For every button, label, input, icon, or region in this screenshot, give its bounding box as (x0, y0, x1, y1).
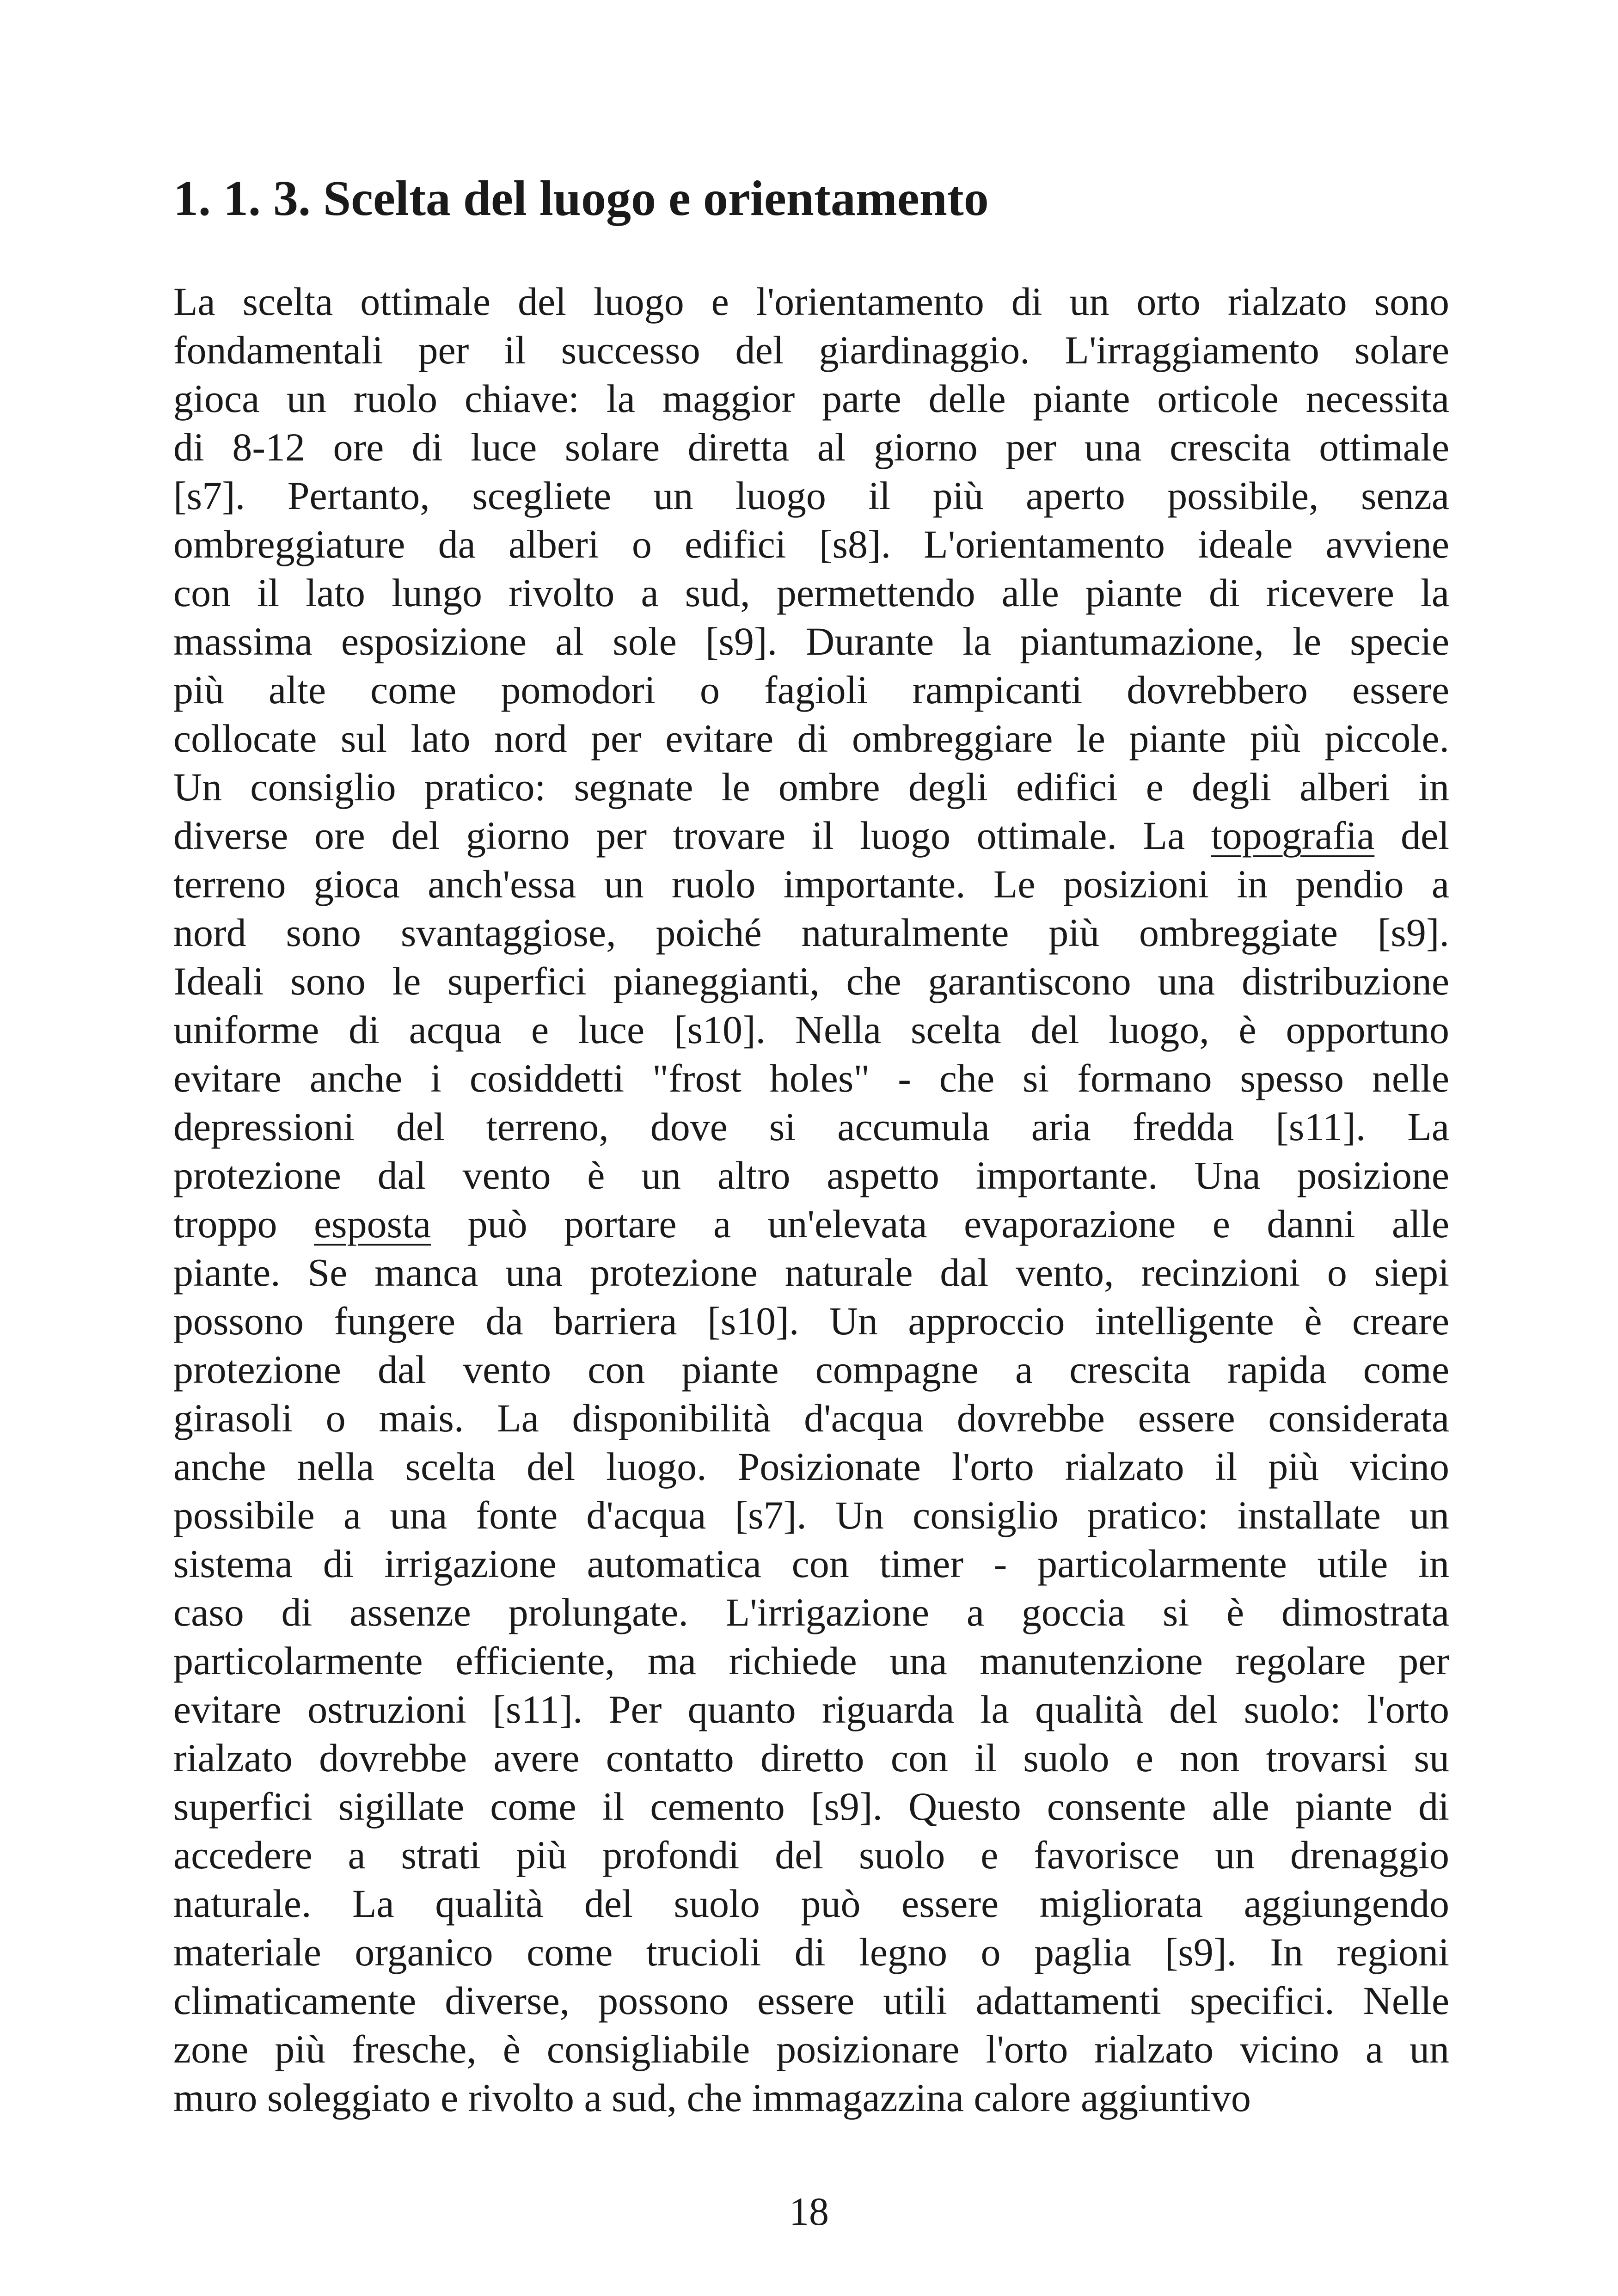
text-line: anche nella scelta del luogo. Posizionate l'orto rialzato il più vicino (173, 1444, 1449, 1489)
text-line: protezione dal vento con piante compagne a crescita rapida come (173, 1347, 1449, 1392)
text-line: ombreggiature da alberi o edifici [s8]. L'orientamento ideale avviene (173, 522, 1449, 566)
text-line: gioca un ruolo chiave: la maggior parte delle piante orticole necessita (173, 376, 1449, 421)
text-segment: può portare a un'elevata evaporazione e danni alle (467, 1202, 1449, 1246)
underlined-term-link[interactable]: topografia (1211, 813, 1375, 858)
text-line: accedere a strati più profondi del suolo e favorisce un drenaggio (173, 1833, 1449, 1877)
text-line: possono fungere da barriera [s10]. Un approccio intelligente è creare (173, 1299, 1449, 1343)
text-line: La scelta ottimale del luogo e l'orientamento di un orto rialzato sono (173, 279, 1449, 324)
text-line: piante. Se manca una protezione naturale dal vento, recinzioni o siepi (173, 1250, 1449, 1295)
underlined-term-link[interactable]: esposta (313, 1202, 431, 1246)
text-line: rialzato dovrebbe avere contatto diretto con il suolo e non trovarsi su (173, 1736, 1449, 1780)
text-line: nord sono svantaggiose, poiché naturalmente più ombreggiate [s9]. (173, 910, 1449, 955)
text-line: fondamentali per il successo del giardinaggio. L'irraggiamento solare (173, 328, 1449, 372)
text-line: di 8-12 ore di luce solare diretta al giorno per una crescita ottimale (173, 425, 1449, 469)
text-line: protezione dal vento è un altro aspetto importante. Una posizione (173, 1153, 1449, 1197)
text-line: massima esposizione al sole [s9]. Durante la piantumazione, le specie (173, 619, 1449, 663)
text-line: muro soleggiato e rivolto a sud, che immagazzina calore aggiuntivo (173, 2075, 1251, 2120)
text-segment: troppo (173, 1202, 314, 1246)
section-heading: 1. 1. 3. Scelta del luogo e orientamento (173, 171, 989, 226)
text-segment: diverse ore del giorno per trovare il luogo ottimale. La (173, 813, 1211, 858)
text-line: girasoli o mais. La disponibilità d'acqua dovrebbe essere considerata (173, 1396, 1449, 1440)
text-line: sistema di irrigazione automatica con timer - particolarmente utile in (173, 1541, 1449, 1586)
text-line: terreno gioca anch'essa un ruolo importante. Le posizioni in pendio a (173, 862, 1449, 906)
text-line: Ideali sono le superfici pianeggianti, che garantiscono una distribuzione (173, 959, 1449, 1003)
text-line: possibile a una fonte d'acqua [s7]. Un consiglio pratico: installate un (173, 1493, 1449, 1537)
body-paragraph (173, 277, 1449, 2122)
text-line: collocate sul lato nord per evitare di ombreggiare le piante più piccole. (173, 716, 1449, 761)
text-line: naturale. La qualità del suolo può essere migliorata aggiungendo (173, 1881, 1449, 1926)
text-line: depressioni del terreno, dove si accumula aria fredda [s11]. La (173, 1105, 1449, 1149)
text-line: evitare ostruzioni [s11]. Per quanto riguarda la qualità del suolo: l'orto (173, 1687, 1449, 1731)
text-segment: del (1400, 813, 1450, 858)
text-line: [s7]. Pertanto, scegliete un luogo il più aperto possibile, senza (173, 473, 1449, 518)
text-line: zone più fresche, è consigliabile posizionare l'orto rialzato vicino a un (173, 2027, 1449, 2071)
text-line: superfici sigillate come il cemento [s9]. Questo consente alle piante di (173, 1784, 1449, 1829)
text-line: evitare anche i cosiddetti "frost holes" - che si formano spesso nelle (173, 1056, 1449, 1100)
text-line: più alte come pomodori o fagioli rampicanti dovrebbero essere (173, 668, 1449, 712)
text-line: con il lato lungo rivolto a sud, permettendo alle piante di ricevere la (173, 571, 1449, 615)
text-line: particolarmente efficiente, ma richiede una manutenzione regolare per (173, 1639, 1449, 1683)
page-number: 18 (789, 2189, 829, 2234)
text-line (173, 811, 1449, 860)
text-line: uniforme di acqua e luce [s10]. Nella scelta del luogo, è opportuno (173, 1007, 1449, 1052)
text-line: caso di assenze prolungate. L'irrigazione a goccia si è dimostrata (173, 1590, 1449, 1634)
text-line: materiale organico come trucioli di legno o paglia [s9]. In regioni (173, 1930, 1449, 1974)
text-line: Un consiglio pratico: segnate le ombre degli edifici e degli alberi in (173, 765, 1449, 809)
text-line (173, 1200, 1449, 1248)
text-line: climaticamente diverse, possono essere utili adattamenti specifici. Nelle (173, 1978, 1449, 2023)
